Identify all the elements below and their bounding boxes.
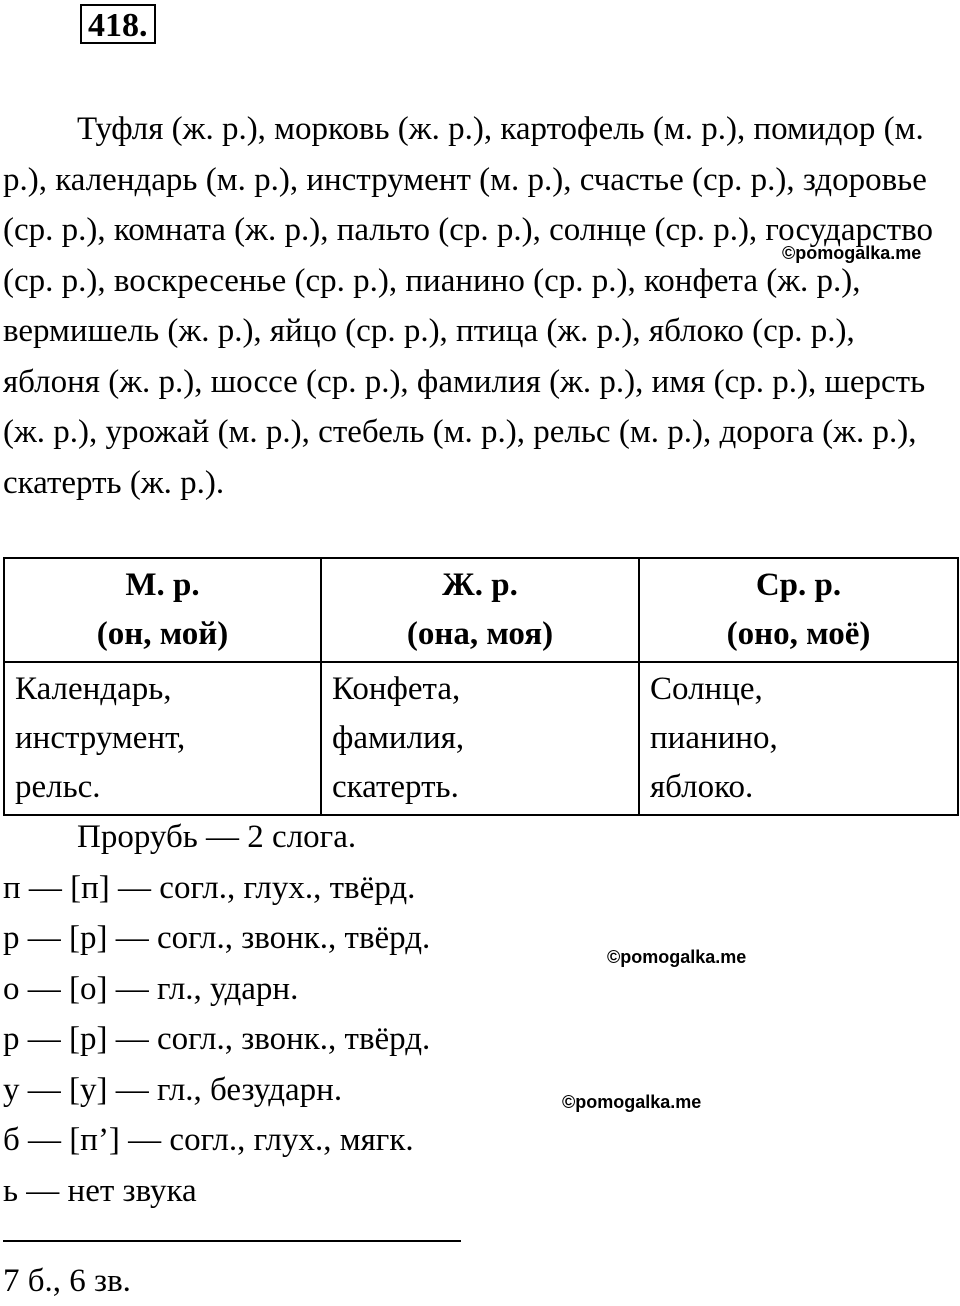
analysis-row: у — [у] — гл., безударн. [3,1071,343,1108]
analysis-row: р — [р] — согл., звонк., твёрд. [3,920,431,956]
header-masculine-label: М. р. [125,567,200,603]
word-item: рельс. [15,769,101,805]
analysis-row: о — [о] — гл., ударн. [3,970,299,1007]
word-item: Календарь, [15,671,172,707]
analysis-heading: Прорубь — 2 слога. [77,819,357,855]
watermark: ©pomogalka.me [782,243,922,263]
word-item: скатерть. [332,769,459,805]
word-item: пианино, [650,720,778,756]
table-header-row [4,558,958,662]
cell-neuter [639,662,958,815]
header-neuter-label: Ср. р. [755,567,842,603]
cell-masculine [4,662,321,815]
word-item: яблоко. [650,769,754,805]
analysis-row: б — [п’] — согл., глух., мягк. [3,1122,414,1158]
watermark: ©pomogalka.me [607,947,747,967]
divider-line [3,1240,461,1242]
watermark: ©pomogalka.me [562,1092,702,1112]
analysis-row: р — [р] — согл., звонк., твёрд. [3,1021,431,1057]
header-masculine [4,558,321,662]
table-row [4,662,958,815]
analysis-row: п — [п] — согл., глух., твёрд. [3,869,416,906]
phonetic-analysis [3,812,703,1216]
cell-feminine [321,662,639,815]
analysis-summary: 7 б., 6 зв. [3,1263,131,1299]
header-feminine-pronouns: (она, моя) [406,616,554,652]
word-list-paragraph: Туфля (ж. р.), морковь (ж. р.), картофель (м. р.), помидор (м. р.), календарь (м. р.), инструмент (м. р.), счастье (ср. р.), здоровье (ср. р.), комната (ж. р.), пальто (ср. р.), солнце (ср. р.), государство (ср. р.), воскресенье (ср. р.), пианино (ср. р.), конфета (ж. р.), вермишель (ж. р.), яйцо (ср. р.), птица (ж. р.), яблоко (ср. р.), яблоня (ж. р.), шоссе (ср. р.), фамилия (ж. р.), имя (ср. р.), шерсть (ж. р.), урожай (м. р.), стебель (м. р.), рельс (м. р.), дорога (ж. р.), скатерть (ж. р.). [3,111,933,501]
word-item: фамилия, [332,720,465,756]
word-item: Конфета, [332,671,461,707]
analysis-row: ь — нет звука [3,1172,197,1209]
word-item: Солнце, [650,671,763,707]
header-neuter-pronouns: (оно, моё) [726,616,871,652]
header-feminine [321,558,639,662]
header-feminine-label: Ж. р. [442,567,518,603]
word-item: инструмент, [15,720,186,756]
exercise-number: 418. [80,4,156,44]
header-masculine-pronouns: (он, мой) [96,616,229,652]
header-neuter [639,558,958,662]
gender-table [3,557,959,816]
